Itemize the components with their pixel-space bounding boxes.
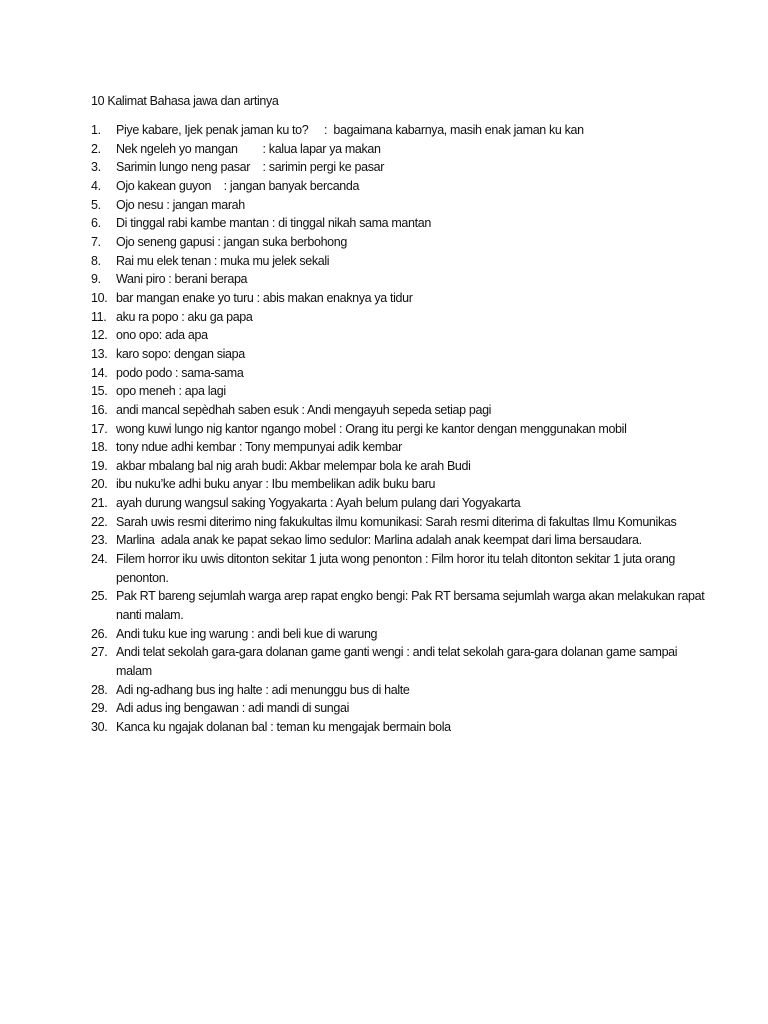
item-number: 6. [91, 216, 101, 231]
list-item [91, 513, 711, 532]
item-number: 17. [91, 421, 108, 436]
item-number: 9. [91, 272, 101, 287]
item-number: 12. [91, 328, 108, 343]
item-text: Filem horror iku uwis ditonton sekitar 1 juta wong penonton : Film horor itu telah ditonton sekitar 1 juta orang penonton. [116, 552, 676, 585]
list-item [91, 531, 711, 550]
item-number: 3. [91, 160, 101, 175]
item-number: 26. [91, 626, 108, 641]
item-text: Andi telat sekolah gara-gara dolanan game ganti wengi : andi telat sekolah gara-gara dolanan game sampai malam [116, 645, 678, 679]
item-number: 24. [91, 552, 108, 567]
list-item [91, 643, 711, 680]
list-item [91, 625, 711, 644]
item-text: Sarimin lungo neng pasar : sarimin pergi ke pasar [116, 160, 385, 175]
item-number: 27. [91, 645, 108, 660]
list-item [91, 438, 711, 457]
item-number: 18. [91, 440, 108, 455]
item-text: bar mangan enake yo turu : abis makan enaknya ya tidur [116, 290, 413, 305]
item-number: 16. [91, 402, 108, 417]
list-item [91, 177, 711, 196]
list-item [91, 140, 711, 159]
item-text: podo podo : sama-sama [116, 365, 244, 380]
item-text: Ojo kakean guyon : jangan banyak bercanda [116, 178, 360, 193]
item-number: 7. [91, 234, 101, 249]
item-number: 11. [91, 309, 107, 324]
list-item [91, 289, 711, 308]
list-item [91, 718, 711, 737]
item-text: akbar mbalang bal nig arah budi: Akbar melempar bola ke arah Budi [116, 458, 471, 473]
item-number: 29. [91, 701, 108, 716]
list-item [91, 475, 711, 494]
item-text: Ojo nesu : jangan marah [116, 197, 245, 212]
list-item [91, 494, 711, 513]
item-text: opo meneh : apa lagi [116, 384, 226, 399]
item-text: andi mancal sepèdhah saben esuk : Andi mengayuh sepeda setiap pagi [116, 402, 492, 417]
item-text: Pak RT bareng sejumlah warga arep rapat engko bengi: Pak RT bersama sejumlah warga akan melakukan rapat nanti malam. [116, 589, 705, 623]
document-title: 10 Kalimat Bahasa jawa dan artinya [91, 94, 279, 108]
item-text: Kanca ku ngajak dolanan bal : teman ku mengajak bermain bola [116, 720, 451, 734]
item-text: ono opo: ada apa [116, 328, 208, 343]
item-text: ibu nuku’ke adhi buku anyar : Ibu membelikan adik buku baru [116, 477, 436, 492]
item-text: karo sopo: dengan siapa [116, 346, 245, 361]
item-number: 1. [91, 123, 101, 137]
item-number: 5. [91, 197, 101, 212]
item-text: ayah durung wangsul saking Yogyakarta : Ayah belum pulang dari Yogyakarta [116, 496, 521, 511]
list-item [91, 326, 711, 345]
item-number: 21. [91, 496, 108, 511]
item-number: 28. [91, 682, 108, 697]
item-text: wong kuwi lungo nig kantor ngango mobel : Orang itu pergi ke kantor dengan menggunakan mobil [116, 421, 627, 436]
item-number: 30. [91, 720, 108, 734]
item-text: Adi adus ing bengawan : adi mandi di sungai [116, 701, 350, 716]
list-item [91, 457, 711, 476]
sentence-list [91, 121, 711, 737]
item-number: 2. [91, 141, 101, 156]
list-item [91, 587, 711, 624]
item-number: 8. [91, 253, 101, 268]
item-number: 10. [91, 290, 108, 305]
item-text: Ojo seneng gapusi : jangan suka berbohong [116, 234, 347, 249]
item-text: Piye kabare, Ijek penak jaman ku to? : bagaimana kabarnya, masih enak jaman ku kan [116, 123, 584, 137]
list-item [91, 233, 711, 252]
item-text: Adi ng-adhang bus ing halte : adi menunggu bus di halte [116, 682, 410, 697]
item-number: 15. [91, 384, 108, 399]
list-item [91, 121, 711, 140]
item-text: Sarah uwis resmi diterimo ning fakukultas ilmu komunikasi: Sarah resmi diterima di fakultas Ilmu Komunikas [116, 514, 677, 529]
list-item [91, 550, 711, 587]
list-item [91, 252, 711, 271]
item-number: 20. [91, 477, 108, 492]
list-item [91, 699, 711, 718]
item-number: 4. [91, 178, 101, 193]
list-item [91, 270, 711, 289]
item-text: Nek ngeleh yo mangan : kalua lapar ya makan [116, 141, 381, 156]
item-text: aku ra popo : aku ga papa [116, 309, 253, 324]
list-item [91, 420, 711, 439]
list-item [91, 214, 711, 233]
list-item [91, 158, 711, 177]
item-number: 19. [91, 458, 108, 473]
list-item [91, 196, 711, 215]
list-item [91, 681, 711, 700]
item-text: tony ndue adhi kembar : Tony mempunyai adik kembar [116, 440, 402, 455]
item-number: 13. [91, 346, 108, 361]
item-number: 23. [91, 533, 108, 548]
item-text: Wani piro : berani berapa [116, 272, 248, 287]
list-item [91, 345, 711, 364]
item-text: Di tinggal rabi kambe mantan : di tinggal nikah sama mantan [116, 216, 431, 231]
item-number: 25. [91, 589, 108, 604]
item-text: Andi tuku kue ing warung : andi beli kue di warung [116, 626, 378, 641]
item-text: Marlina adala anak ke papat sekao limo sedulor: Marlina adalah anak keempat dari lima bersaudara. [116, 533, 642, 548]
item-text: Rai mu elek tenan : muka mu jelek sekali [116, 253, 330, 268]
list-item [91, 308, 711, 327]
list-item [91, 382, 711, 401]
item-number: 22. [91, 514, 108, 529]
item-number: 14. [91, 365, 108, 380]
list-item [91, 364, 711, 383]
list-item [91, 401, 711, 420]
